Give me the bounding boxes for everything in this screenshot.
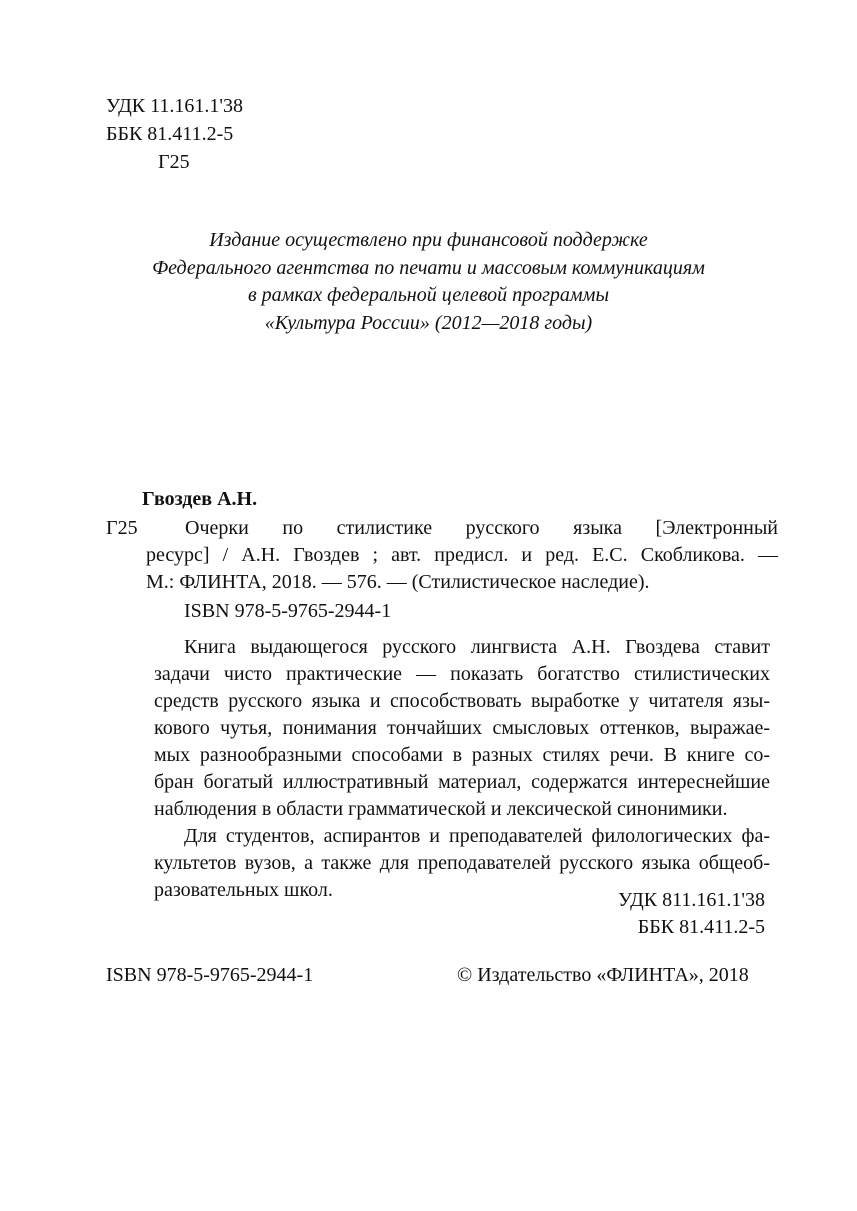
support-line-2: Федерального агентства по печати и массовым коммуникациям <box>152 257 705 279</box>
bib-author: Гвоздев А.Н. <box>142 488 258 510</box>
footer-copyright: © Издательство «ФЛИНТА», 2018 <box>457 964 749 986</box>
classification-bbk: ББК 81.411.2-5 <box>637 916 765 938</box>
annotation-p1-line-7: наблюдения в области грамматической и лексической синонимики. <box>154 798 728 820</box>
annotation-p2-line-2: культетов вузов, а также для преподавателей русского языка общеоб- <box>154 852 770 874</box>
bib-title-line-1: Очерки по стилистике русского языка [Электронный <box>185 517 778 539</box>
annotation-p1-line-6: бран богатый иллюстративный материал, содержатся интереснейшие <box>154 771 770 793</box>
bib-isbn: ISBN 978-5-9765-2944-1 <box>184 600 392 622</box>
support-line-3: в рамках федеральной целевой программы <box>247 284 609 306</box>
support-line-1: Издание осуществлено при финансовой поддержке <box>209 229 648 251</box>
header-bbk: ББК 81.411.2-5 <box>106 123 234 145</box>
annotation-p1-line-5: мых разнообразными способами в разных стилях речи. В книге со- <box>154 744 770 766</box>
header-udk: УДК 11.161.1'38 <box>106 95 243 117</box>
bib-mark: Г25 <box>106 517 138 539</box>
bib-title-line-2: ресурс] / А.Н. Гвоздев ; авт. предисл. и ред. Е.С. Скобликова. — <box>146 544 778 566</box>
annotation-p1-line-3: средств русского языка и способствовать выработке у читателя язы- <box>154 690 770 712</box>
annotation-p1-line-2: задачи чисто практические — показать богатство стилистических <box>154 663 770 685</box>
bib-title-line-3: М.: ФЛИНТА, 2018. — 576. — (Стилистическое наследие). <box>146 571 650 593</box>
annotation-p1-line-1: Книга выдающегося русского лингвиста А.Н. Гвоздева ставит <box>184 636 770 658</box>
header-author-mark: Г25 <box>158 151 190 173</box>
annotation-p1-line-4: кового чутья, понимания тончайших смысловых оттенков, выражае- <box>154 717 770 739</box>
annotation-p2-line-1: Для студентов, аспирантов и преподавателей филологических фа- <box>184 825 770 847</box>
annotation-p2-line-3: разовательных школ. <box>154 879 333 901</box>
support-line-4: «Культура России» (2012—2018 годы) <box>264 312 593 334</box>
classification-udk: УДК 811.161.1'38 <box>618 889 765 911</box>
footer-isbn: ISBN 978-5-9765-2944-1 <box>106 964 314 986</box>
